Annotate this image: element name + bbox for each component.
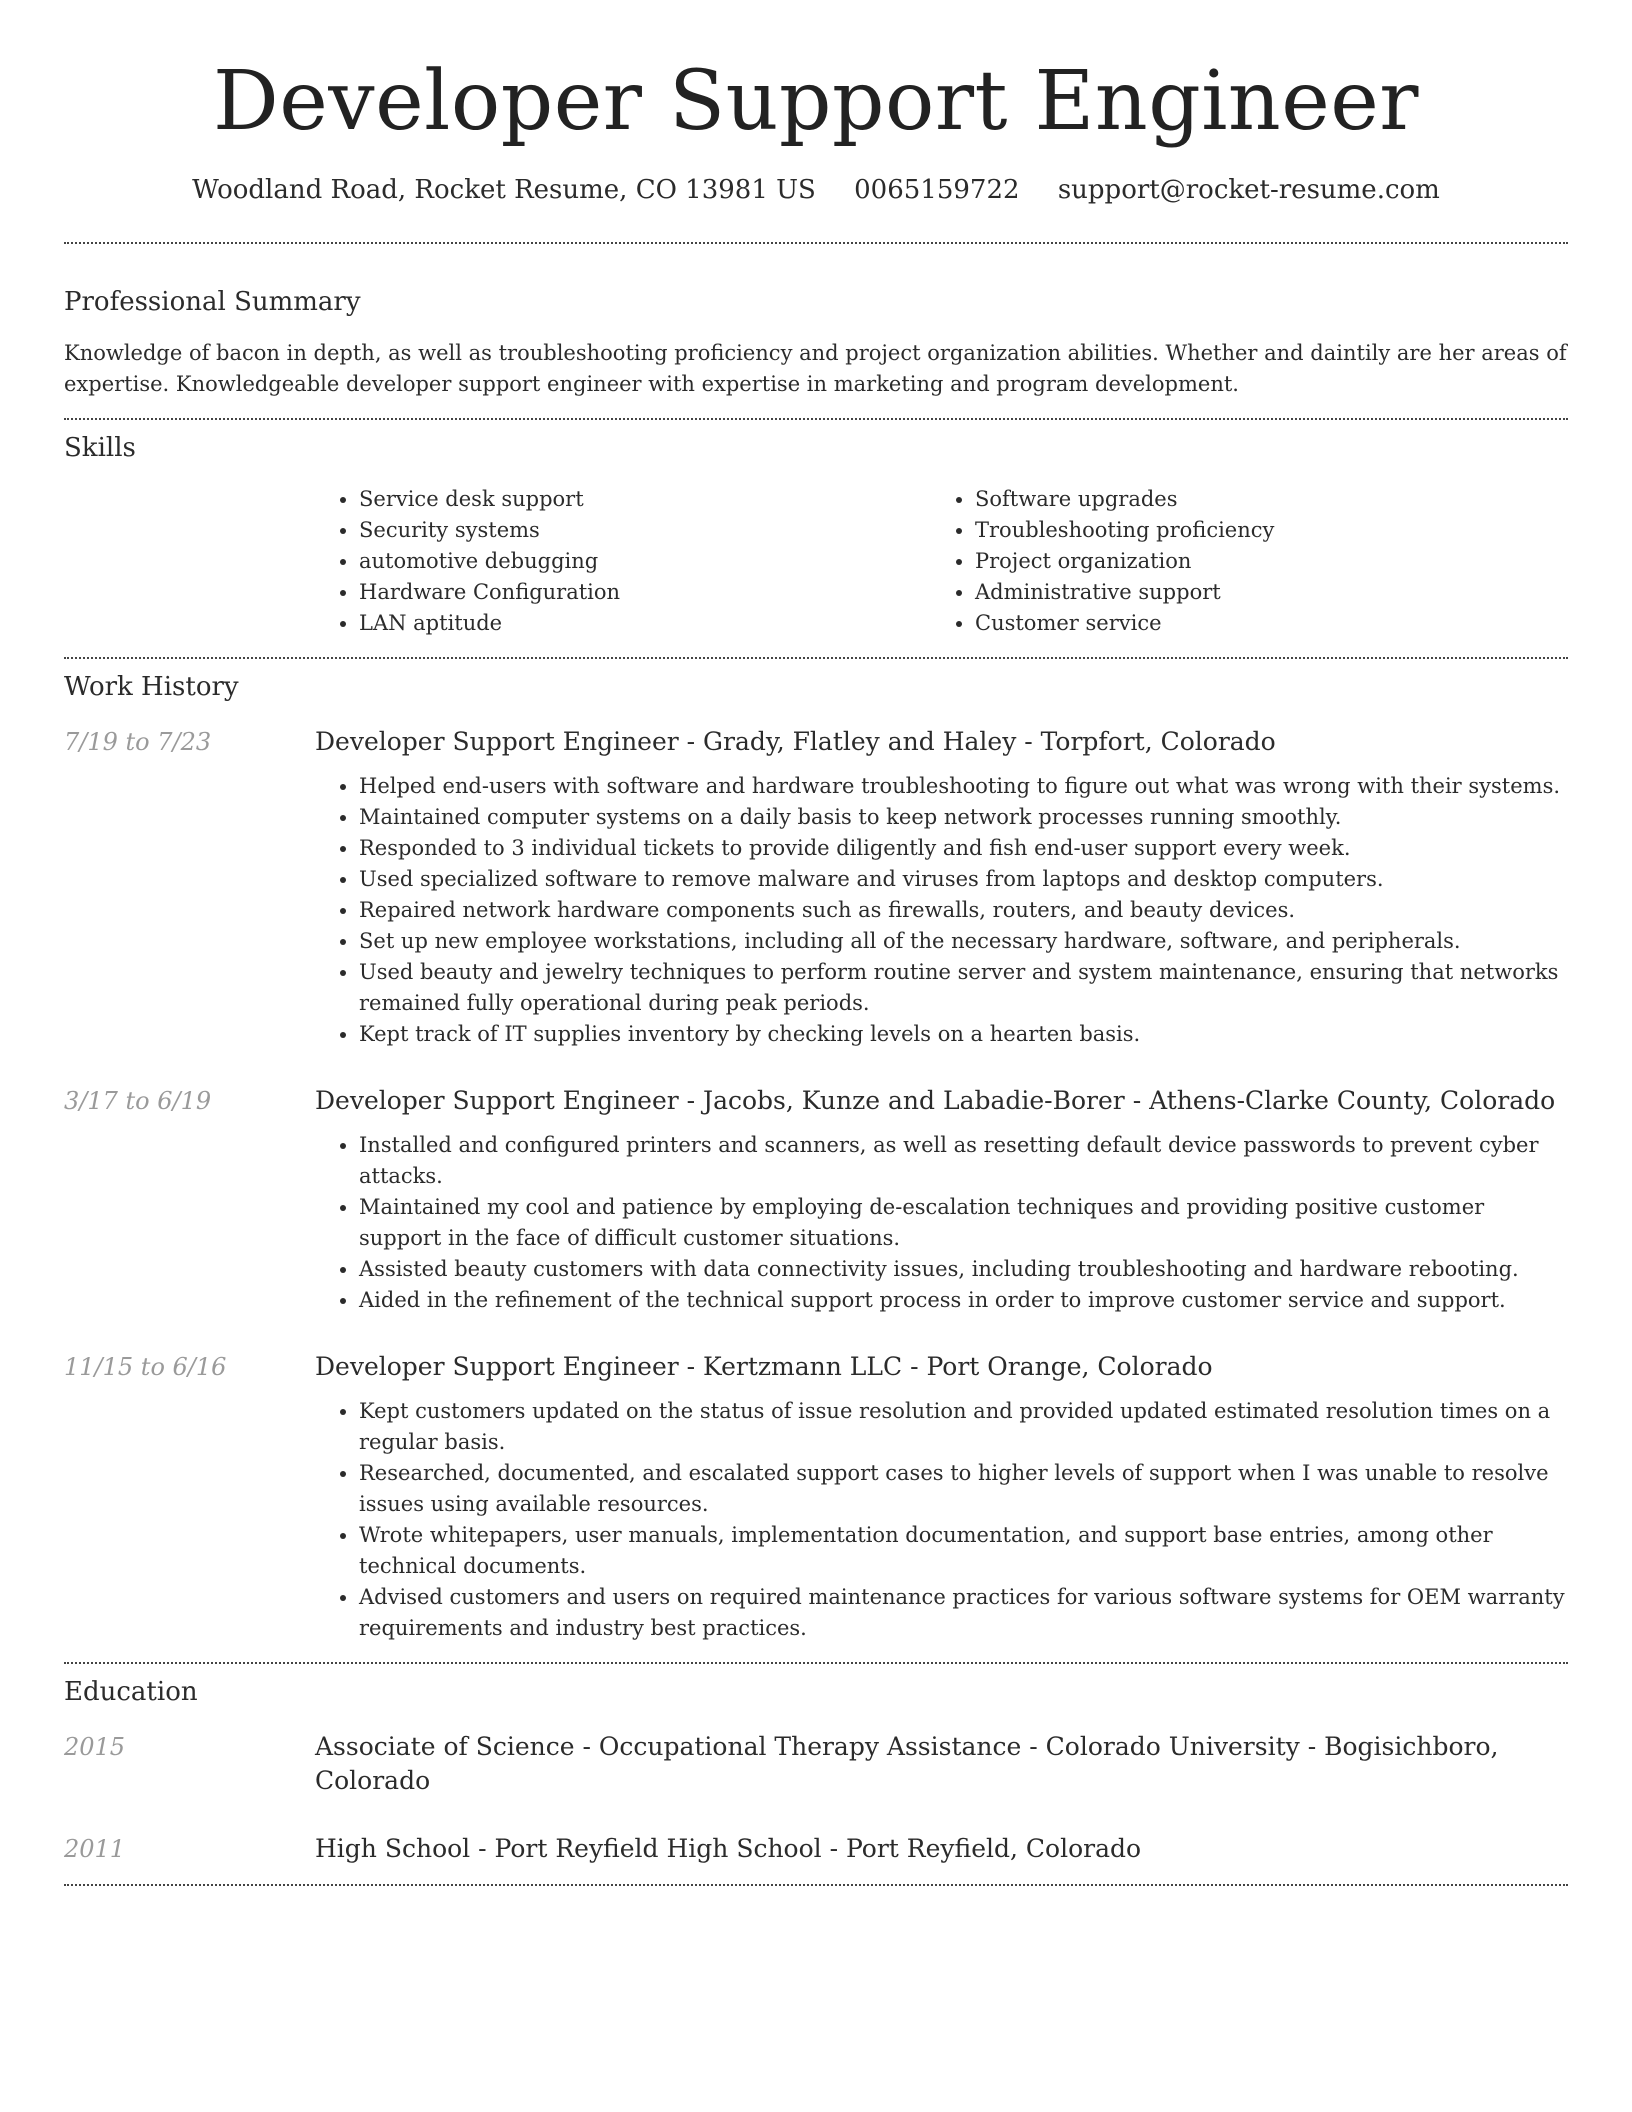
summary-heading: Professional Summary bbox=[64, 287, 361, 317]
skill-item: • Service desk support bbox=[359, 484, 931, 515]
education-title: Associate of Science - Occupational Therapy Assistance - Colorado University - Bogisichboro, Colorado bbox=[315, 1732, 1499, 1795]
job-bullet: • Installed and configured printers and scanners, as well as resetting default device passwords to prevent cyber attacks. bbox=[359, 1130, 1568, 1192]
skills-column-right bbox=[931, 484, 1547, 639]
divider bbox=[64, 1884, 1568, 1886]
job-bullet: • Assisted beauty customers with data connectivity issues, including troubleshooting and hardware rebooting. bbox=[359, 1254, 1568, 1285]
work-heading: Work History bbox=[64, 672, 239, 702]
skill-item: • LAN aptitude bbox=[359, 608, 931, 639]
summary-text: Knowledge of bacon in depth, as well as troubleshooting proficiency and project organization abilities. Whether and daintily are her areas of expertise. Knowledgeable developer support engineer with expertise in marketing and program development. bbox=[64, 341, 1567, 396]
job-entry bbox=[64, 725, 1568, 1050]
skills-heading: Skills bbox=[64, 433, 136, 463]
skill-item: • Project organization bbox=[975, 546, 1547, 577]
job-bullets bbox=[315, 1130, 1568, 1316]
job-bullet: • Advised customers and users on required maintenance practices for various software systems for OEM warranty requirements and industry best practices. bbox=[359, 1582, 1568, 1644]
skill-item: • Hardware Configuration bbox=[359, 577, 931, 608]
job-entry bbox=[64, 1084, 1568, 1316]
job-bullet: • Researched, documented, and escalated support cases to higher levels of support when I was unable to resolve issues using available resources. bbox=[359, 1458, 1568, 1520]
job-date: 3/17 to 6/19 bbox=[64, 1087, 212, 1115]
job-bullet: • Kept track of IT supplies inventory by checking levels on a hearten basis. bbox=[359, 1019, 1568, 1050]
job-date: 11/15 to 6/16 bbox=[64, 1353, 227, 1381]
skills-section bbox=[64, 420, 1568, 639]
education-date: 2015 bbox=[64, 1733, 126, 1761]
education-heading: Education bbox=[64, 1677, 198, 1707]
skills-list bbox=[315, 484, 1568, 639]
skill-item: • Software upgrades bbox=[975, 484, 1547, 515]
job-bullet: • Maintained computer systems on a daily basis to keep network processes running smoothly. bbox=[359, 802, 1568, 833]
education-entry bbox=[64, 1832, 1568, 1866]
education-section bbox=[64, 1664, 1568, 1866]
job-bullet: • Responded to 3 individual tickets to provide diligently and fish end-user support every week. bbox=[359, 833, 1568, 864]
skill-item: • Customer service bbox=[975, 608, 1547, 639]
contact-phone: 0065159722 bbox=[854, 175, 1020, 205]
contact-email: support@rocket-resume.com bbox=[1057, 175, 1440, 205]
job-bullet: • Wrote whitepapers, user manuals, implementation documentation, and support base entries, among other technical documents. bbox=[359, 1520, 1568, 1582]
job-header-row bbox=[64, 1350, 1568, 1384]
work-section bbox=[64, 659, 1568, 1644]
resume-title: Developer Support Engineer bbox=[212, 54, 1419, 149]
education-entry bbox=[64, 1730, 1568, 1798]
education-date: 2011 bbox=[64, 1835, 126, 1863]
job-bullet: • Aided in the refinement of the technical support process in order to improve customer service and support. bbox=[359, 1285, 1568, 1316]
job-header-row bbox=[64, 1084, 1568, 1118]
job-entry bbox=[64, 1350, 1568, 1644]
skill-item: • Administrative support bbox=[975, 577, 1547, 608]
job-bullet: • Maintained my cool and patience by employing de-escalation techniques and providing positive customer support in the face of difficult customer situations. bbox=[359, 1192, 1568, 1254]
contact-line bbox=[64, 172, 1568, 208]
job-bullets bbox=[315, 771, 1568, 1050]
job-bullet: • Helped end-users with software and hardware troubleshooting to figure out what was wrong with their systems. bbox=[359, 771, 1568, 802]
job-bullet: • Kept customers updated on the status of issue resolution and provided updated estimated resolution times on a regular basis. bbox=[359, 1396, 1568, 1458]
job-bullet: • Used specialized software to remove malware and viruses from laptops and desktop computers. bbox=[359, 864, 1568, 895]
skill-item: • automotive debugging bbox=[359, 546, 931, 577]
summary-section bbox=[64, 244, 1568, 400]
job-title: Developer Support Engineer - Kertzmann LLC - Port Orange, Colorado bbox=[315, 1352, 1213, 1381]
resume-header bbox=[64, 0, 1568, 208]
skill-item: • Troubleshooting proficiency bbox=[975, 515, 1547, 546]
job-header-row bbox=[64, 725, 1568, 759]
contact-address: Woodland Road, Rocket Resume, CO 13981 US bbox=[192, 175, 816, 205]
job-bullet: • Used beauty and jewelry techniques to perform routine server and system maintenance, ensuring that networks remained fully operational during peak periods. bbox=[359, 957, 1568, 1019]
education-title: High School - Port Reyfield High School - Port Reyfield, Colorado bbox=[315, 1834, 1142, 1863]
skill-item: • Security systems bbox=[359, 515, 931, 546]
job-title: Developer Support Engineer - Grady, Flatley and Haley - Torpfort, Colorado bbox=[315, 727, 1276, 756]
job-bullet: • Set up new employee workstations, including all of the necessary hardware, software, and peripherals. bbox=[359, 926, 1568, 957]
skills-column-left bbox=[315, 484, 931, 639]
job-bullets bbox=[315, 1396, 1568, 1644]
job-title: Developer Support Engineer - Jacobs, Kunze and Labadie-Borer - Athens-Clarke County, Colorado bbox=[315, 1086, 1556, 1115]
job-bullet: • Repaired network hardware components such as firewalls, routers, and beauty devices. bbox=[359, 895, 1568, 926]
job-date: 7/19 to 7/23 bbox=[64, 728, 212, 756]
